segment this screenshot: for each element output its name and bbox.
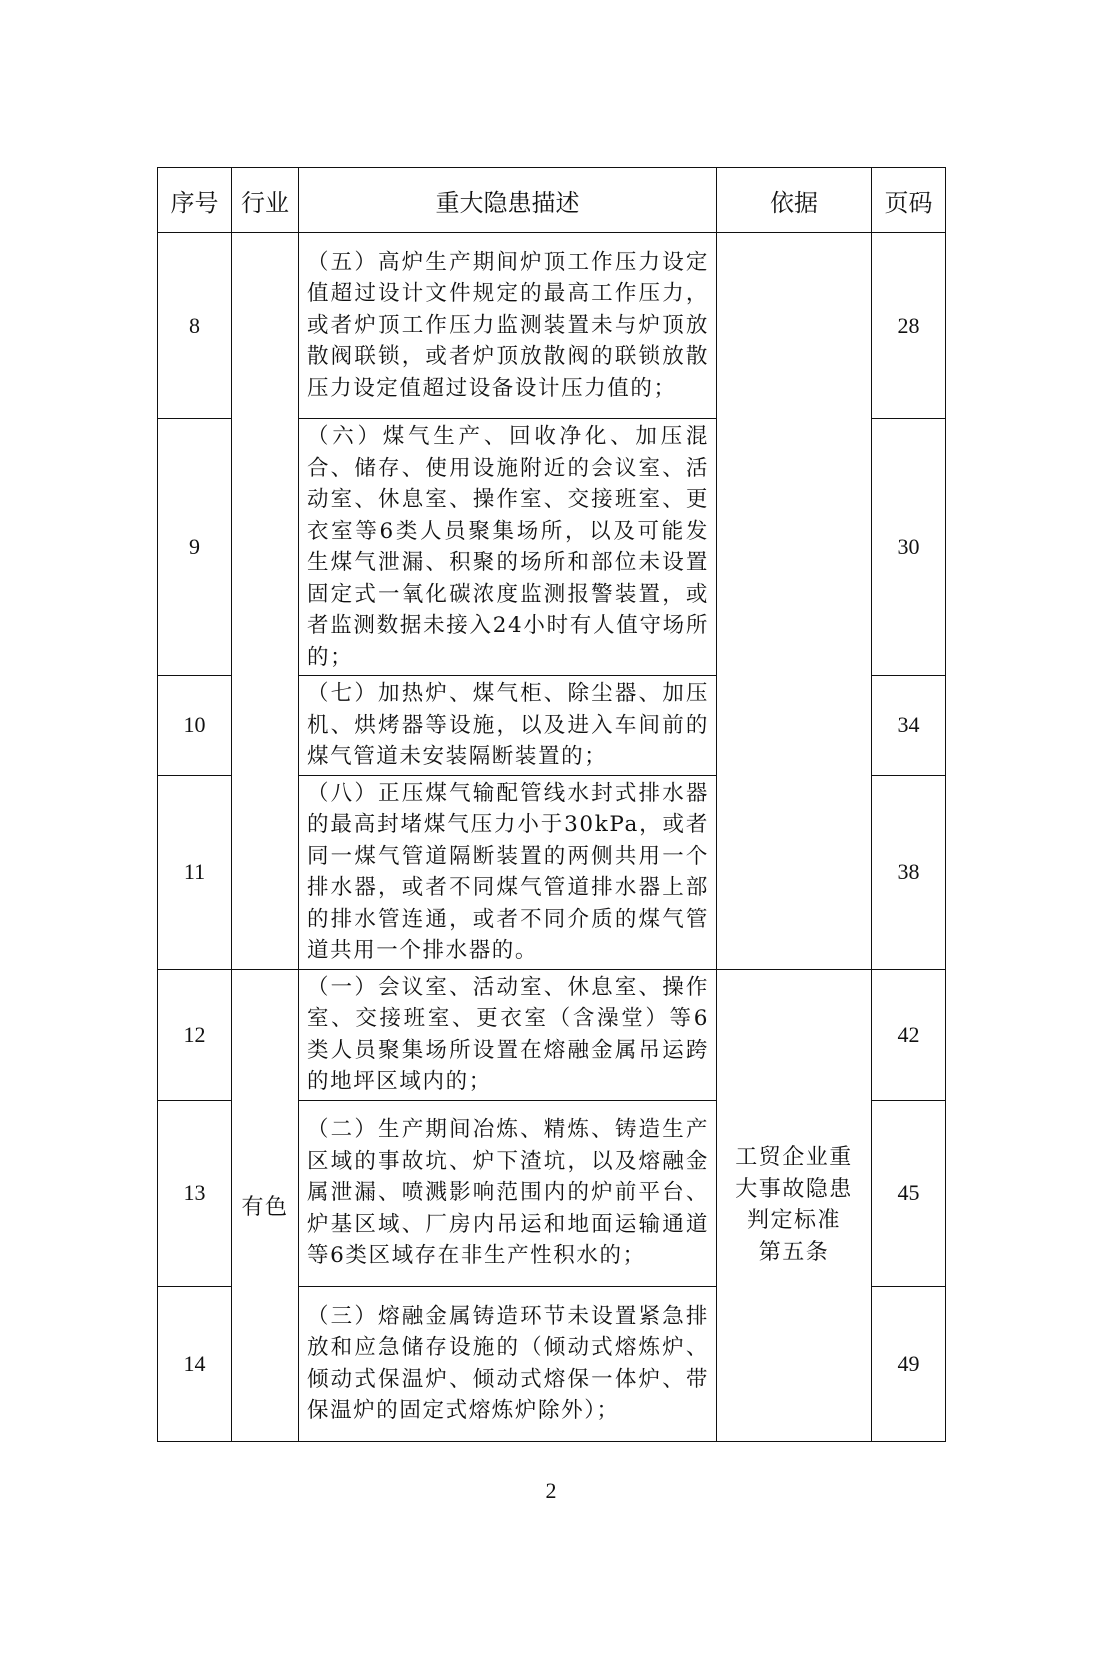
hazard-description: （八）正压煤气输配管线水封式排水器的最高封堵煤气压力小于30kPa，或者同一煤气管道隔断装置的两侧共用一个排水器，或者不同煤气管道排水器上部的排水管连通，或者不同介质的煤气管道共用一个排水器的。 xyxy=(299,775,717,969)
hazard-description: （七）加热炉、煤气柜、除尘器、加压机、烘烤器等设施，以及进入车间前的煤气管道未安装隔断装置的； xyxy=(299,676,717,776)
table-row xyxy=(158,969,946,1100)
page-ref: 34 xyxy=(872,676,946,776)
header-page: 页码 xyxy=(872,168,946,233)
row-number: 10 xyxy=(158,676,232,776)
header-description: 重大隐患描述 xyxy=(299,168,717,233)
page-ref: 28 xyxy=(872,233,946,419)
table-header-row xyxy=(158,168,946,233)
industry-cell: 有色 xyxy=(232,969,299,1441)
row-number: 13 xyxy=(158,1100,232,1286)
hazard-description: （五）高炉生产期间炉顶工作压力设定值超过设计文件规定的最高工作压力，或者炉顶工作压力监测装置未与炉顶放散阀联锁，或者炉顶放散阀的联锁放散压力设定值超过设备设计压力值的； xyxy=(299,233,717,419)
page-number: 2 xyxy=(545,1478,557,1503)
page-ref: 49 xyxy=(872,1286,946,1441)
basis-line: 第五条 xyxy=(758,1239,830,1265)
row-number: 12 xyxy=(158,969,232,1100)
row-number: 9 xyxy=(158,419,232,676)
page-ref: 45 xyxy=(872,1100,946,1286)
hazard-description: （三）熔融金属铸造环节未设置紧急排放和应急储存设施的（倾动式熔炼炉、倾动式保温炉、倾动式熔保一体炉、带保温炉的固定式熔炼炉除外）； xyxy=(299,1286,717,1441)
hazard-description: （二）生产期间冶炼、精炼、铸造生产区域的事故坑、炉下渣坑，以及熔融金属泄漏、喷溅影响范围内的炉前平台、炉基区域、厂房内吊运和地面运输通道等6类区域存在非生产性积水的； xyxy=(299,1100,717,1286)
page-ref: 38 xyxy=(872,775,946,969)
row-number: 11 xyxy=(158,775,232,969)
basis-cell xyxy=(717,969,872,1441)
page-ref: 30 xyxy=(872,419,946,676)
industry-cell-blank xyxy=(232,233,299,970)
hazard-description: （六）煤气生产、回收净化、加压混合、储存、使用设施附近的会议室、活动室、休息室、操作室、交接班室、更衣室等6类人员聚集场所，以及可能发生煤气泄漏、积聚的场所和部位未设置固定式一氧化碳浓度监测报警装置，或者监测数据未接入24小时有人值守场所的； xyxy=(299,419,717,676)
header-no: 序号 xyxy=(158,168,232,233)
header-industry: 行业 xyxy=(232,168,299,233)
hazard-description: （一）会议室、活动室、休息室、操作室、交接班室、更衣室（含澡堂）等6类人员聚集场所设置在熔融金属吊运跨的地坪区域内的； xyxy=(299,969,717,1100)
hazard-table xyxy=(157,167,946,1442)
row-number: 14 xyxy=(158,1286,232,1441)
basis-line: 工贸企业重 xyxy=(735,1145,853,1170)
header-basis: 依据 xyxy=(717,168,872,233)
row-number: 8 xyxy=(158,233,232,419)
basis-line: 判定标准 xyxy=(746,1208,841,1233)
page-ref: 42 xyxy=(872,969,946,1100)
table-row xyxy=(158,233,946,419)
basis-cell-blank xyxy=(717,233,872,970)
basis-line: 大事故隐患 xyxy=(735,1176,853,1202)
